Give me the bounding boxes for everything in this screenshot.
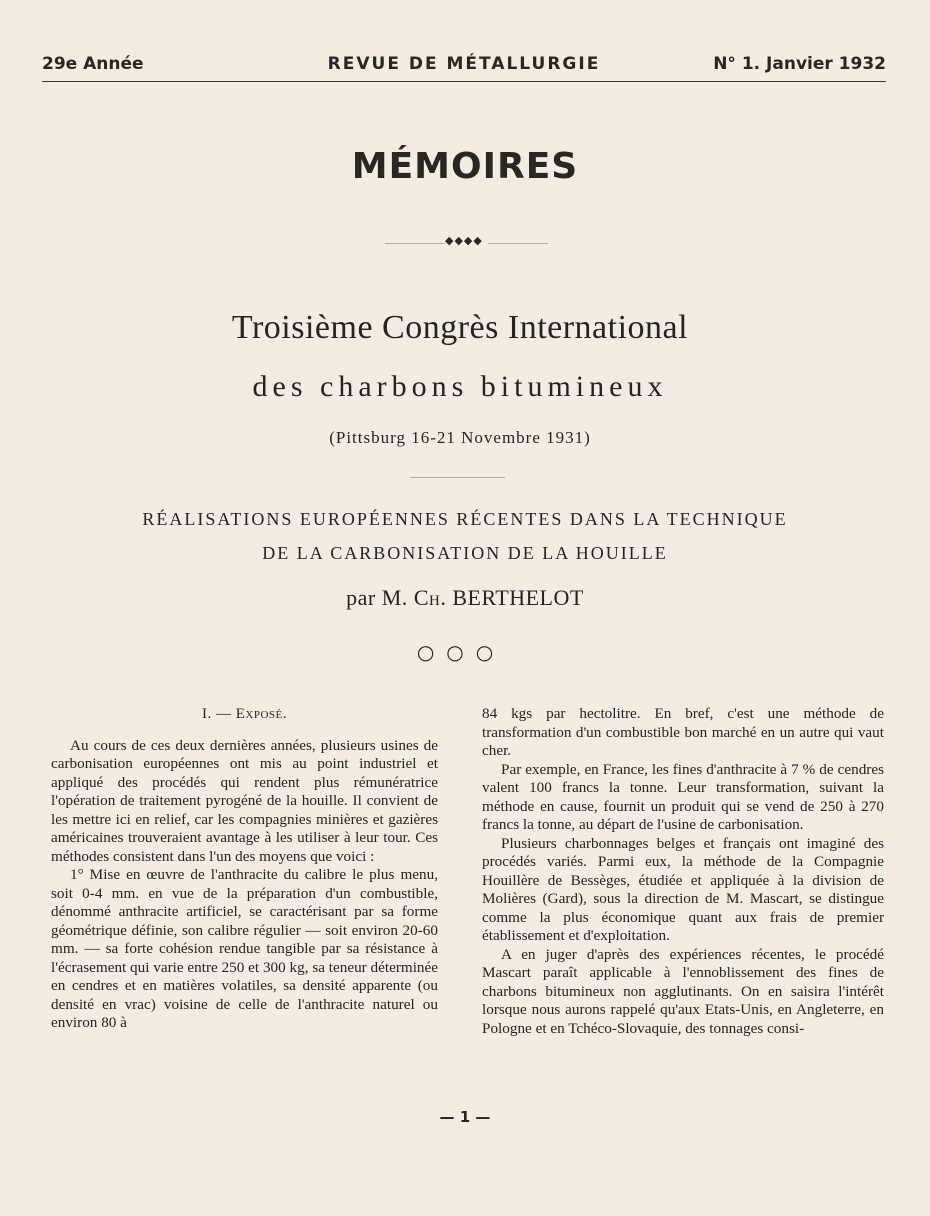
author-name: BERTHELOT [452,585,584,610]
article-title-line1: RÉALISATIONS EUROPÉENNES RÉCENTES DANS LA TECHNIQUE [142,509,788,529]
section-heading [51,705,438,724]
paragraph: 84 kgs par hectolitre. En bref, c'est une méthode de transformation d'un combustible bon marché en un autre qui vaut cher. [482,705,884,759]
section-heading-number: I. — [201,706,232,722]
paragraph: Plusieurs charbonnages belges et français ont imaginé des procédés variés. Parmi eux, la méthode de la Compagnie Houillère de Bessèges, étudiée et appliquée à la division de Molières (Gard), sous la direction de M. Mascart, se distingue comme la plus économique quant aux frais de premier établissement et d'exploitation. [482,834,884,944]
section-heading-text: Exposé. [235,706,287,722]
congress-title-line1: Troisième Congrès International [231,309,689,346]
paragraph: A en juger d'après des expériences récentes, le procédé Mascart paraît applicable à l'ennoblissement des fines de charbons bitumineux non agglutinants. On en saisira l'intérêt lorsque nous aurons rappelé qu'aux Etats-Unis, en Angleterre, en Pologne et en Tchéco-Slovaquie, des tonnages consi- [482,945,884,1037]
ornament-line-right [488,243,548,244]
header-issue: N° 1. Janvier 1932 [713,54,886,74]
left-column [51,705,438,1033]
author-initial: Ch. [413,585,447,610]
article-title-line2: DE LA CARBONISATION DE LA HOUILLE [262,543,668,563]
circle-divider: ○○○ [416,640,506,664]
header-year: 29e Année [42,54,144,74]
right-column [482,705,884,1038]
congress-dates: (Pittsburg 16-21 Novembre 1931) [329,428,591,447]
paragraph: 1° Mise en œuvre de l'anthracite du calibre le plus menu, soit 0-4 mm. en vue de la préparation d'un combustible, dénommé anthracite artificiel, se caractérisant par sa forme géométrique définie, son calibre régulier — soit environ 20-60 mm. — sa forte cohésion rendue tangible par sa résistance à l'écrasement qui varie entre 250 et 300 kg, sa teneur déterminée en cendres et en matières volatiles, sa densité apparente (ou densité en vrac) voisine de celle de l'anthracite naturel ou environ 80 à [51,866,438,1031]
ornament-divider [0,234,930,254]
congress-title-line2: des charbons bitumineux [252,370,668,403]
running-header [42,54,886,80]
paragraph: Par exemple, en France, les fines d'anthracite à 7 % de cendres valent 100 francs la tonne. Leur transformation, suivant la méthode en cause, fournit un produit qui se vend de 250 à 270 francs la tonne, au départ de l'usine de carbonisation. [482,760,884,833]
paragraph: Au cours de ces deux dernières années, plusieurs usines de carbonisation européennes ont mis au point industriel et appliqué des procédés qui rendent plus rémunératrice l'opération de traitement pyrogéné de la houille. Il convient de les mettre ici en relief, car les compagnies minières et gazières américaines trouveraient avantage à les utiliser à leur tour. Ces méthodes consistent dans l'un des moyens que voici : [51,736,438,865]
author-prefix: par M. [346,585,408,610]
short-rule [410,477,505,478]
diamond-ornament-icon: ◆◆◆◆ [445,234,483,247]
header-journal-title: REVUE DE MÉTALLURGIE [327,54,601,74]
ornament-line-left [385,243,445,244]
page-number: — 1 — [439,1108,491,1126]
article-author [0,585,930,611]
header-rule [42,81,886,82]
section-title: MÉMOIRES [351,146,579,187]
